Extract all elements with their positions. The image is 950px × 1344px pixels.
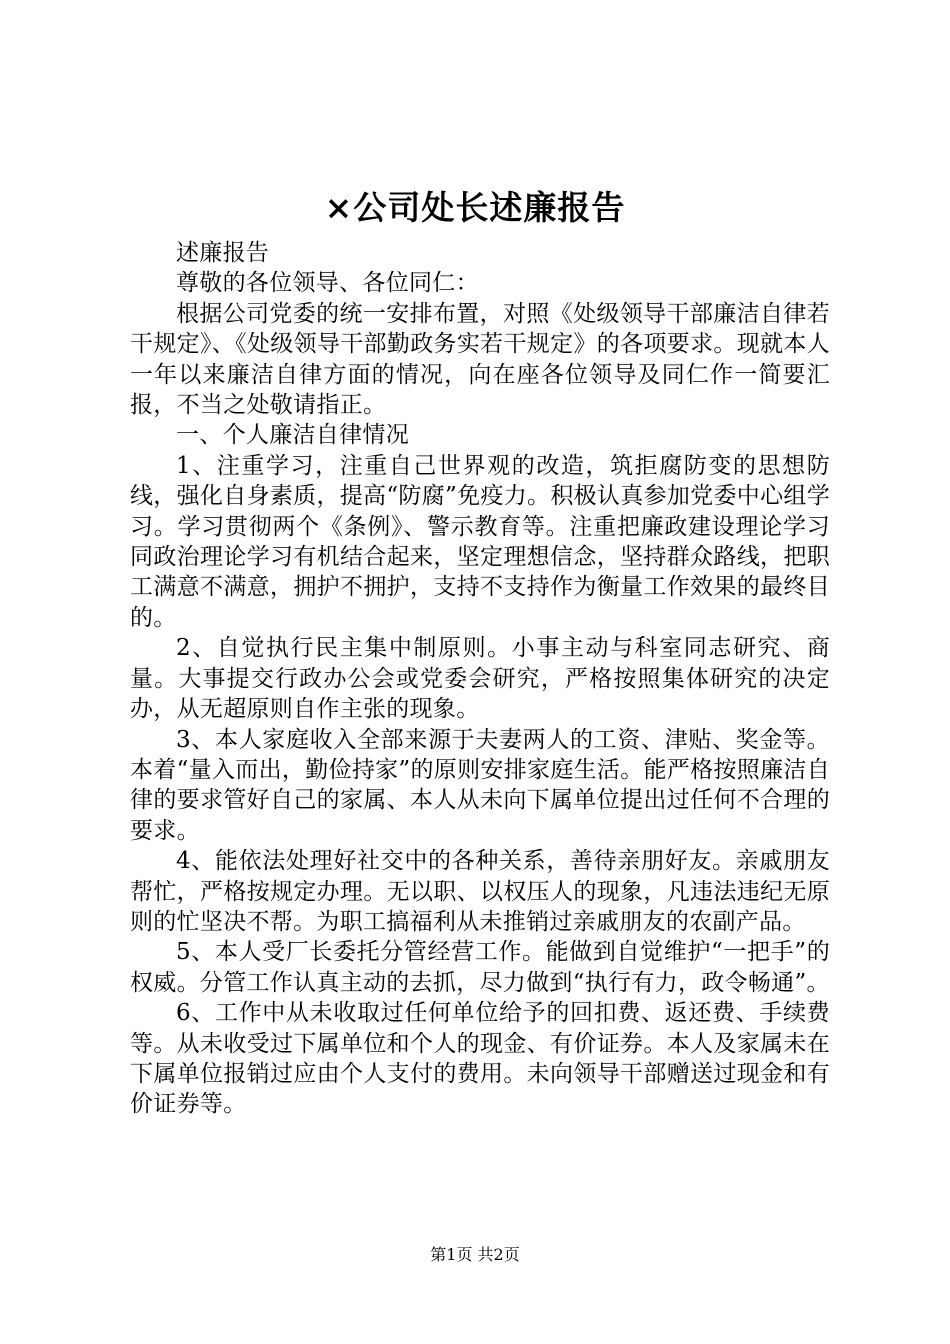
paragraph-heading: 述廉报告 (176, 240, 270, 266)
paragraph-intro: 根据公司党委的统一安排布置，对照《处级领导干部廉洁自律若干规定》、《处级领导干部勤政务实若干规定》的各项要求。现就本人一年以来廉洁自律方面的情况，向在座各位领导及同仁作一简要汇报，不当之处敬请指正。 (130, 300, 830, 419)
paragraph-item-3: 3、本人家庭收入全部来源于夫妻两人的工资、津贴、奖金等。本着“量入而出，勤俭持家”的原则安排家庭生活。能严格按照廉洁自律的要求管好自己的家属、本人从未向下属单位提出过任何不合理的要求。 (130, 726, 830, 844)
paragraph-item-2: 2、自觉执行民主集中制原则。小事主动与科室同志研究、商量。大事提交行政办公会或党委会研究，严格按照集体研究的决定办，从无超原则自作主张的现象。 (130, 635, 830, 723)
section-heading: 一、个人廉洁自律情况 (176, 422, 409, 449)
document-title: ×公司处长述廉报告 (324, 188, 626, 227)
paragraph-item-5: 5、本人受厂长委托分管经营工作。能做到自觉维护“一把手”的权威。分管工作认真主动的去抓，尽力做到“执行有力，政令畅通”。 (130, 939, 830, 996)
page-footer: 第1页 共2页 (430, 1245, 520, 1264)
paragraph-item-6: 6、工作中从未收取过任何单位给予的回扣费、返还费、手续费等。从未收受过下属单位和个人的现金、有价证券。本人及家属未在下属单位报销过应由个人支付的费用。未向领导干部赠送过现金和有价证券等。 (130, 1000, 830, 1118)
document-body (130, 238, 830, 1120)
paragraph-salutation: 尊敬的各位领导、各位同仁： (176, 270, 479, 297)
paragraph-item-4: 4、能依法处理好社交中的各种关系，善待亲朋好友。亲戚朋友帮忙，严格按规定办理。无以职、以权压人的现象，凡违法违纪无原则的忙坚决不帮。为职工搞福利从未推销过亲戚朋友的农副产品。 (130, 848, 830, 935)
paragraph-item-1: 1、注重学习，注重自己世界观的改造，筑拒腐防变的思想防线，强化自身素质，提高“防腐”免疫力。积极认真参加党委中心组学习。学习贯彻两个《条例》、警示教育等。注重把廉政建设理论学习同政治理论学习有机结合起来，坚定理想信念，坚持群众路线，把职工满意不满意，拥护不拥护，支持不支持作为衡量工作效果的最终目的。 (130, 452, 830, 631)
